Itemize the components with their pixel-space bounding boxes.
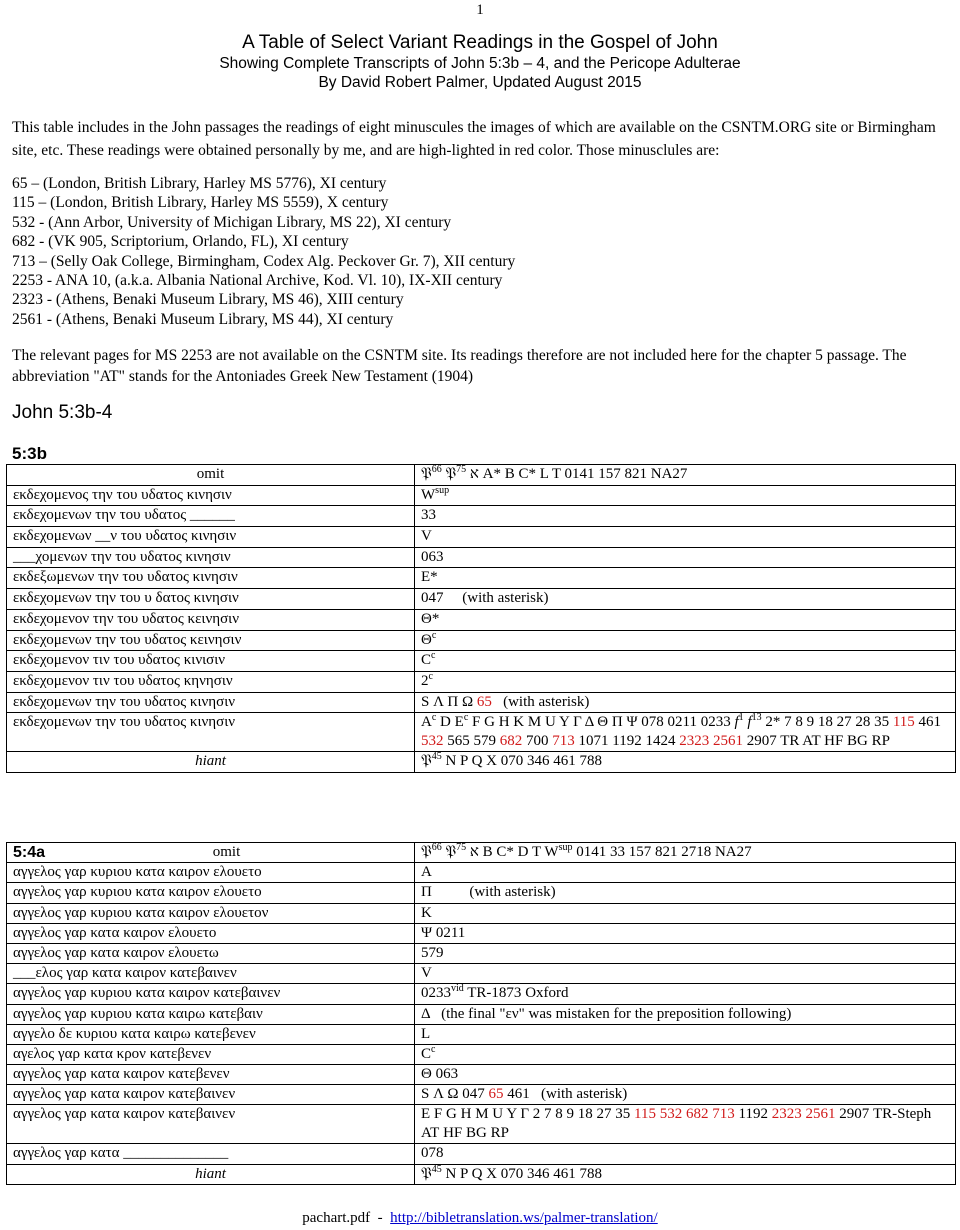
witness-cell: V — [415, 964, 956, 984]
reading-cell — [7, 1044, 415, 1064]
witness-cell: 𝔓$^{66}$ 𝔓$^{75}$ א A* B C* L T 0141 157 821 NA27 — [415, 465, 956, 486]
witness-cell: $0233^{vid}$ TR-1873 Oxford — [415, 984, 956, 1004]
variant-table-5-4a — [6, 842, 956, 1185]
reading-text: ___ελος γαρ κατα καιρον κατεβαινεν — [13, 965, 237, 982]
manuscript-item: 65 – (London, British Library, Harley MS 5776), XI century — [12, 175, 387, 192]
reading-text: εκδεχομενων την του υδατος ______ — [13, 507, 235, 524]
reading-text: αγγελος γαρ κυριου κατα καιρον ελουετο — [13, 864, 262, 881]
reading-cell — [7, 1144, 415, 1164]
table-row — [7, 883, 956, 903]
witness-cell: 2$^c$ — [415, 671, 956, 692]
witness-cell: Ψ 0211 — [415, 923, 956, 943]
reading-text: εκδεχομενων την του υ δατος κινησιν — [13, 590, 239, 607]
witness-cell: $A^c$ D $E^c$ F G H K M U Y Γ Δ Θ Π Ψ 078 0211 0233 $f^1$ $f^{13}$ 2* 7 8 9 18 27 28 35 115 461 532 565 579 682 700 713 1071 1192 1424 2323 2561 2907 TR AT HF BG RP — [415, 713, 956, 752]
reading-text: εκδεχομενων __ν του υδατος κινησιν — [13, 528, 237, 545]
reading-cell — [7, 903, 415, 923]
witness-cell: S Λ Ω 047 65 461 (with asterisk) — [415, 1085, 956, 1105]
variant-table-5-3b — [6, 464, 956, 773]
witness-cell: 047 (with asterisk) — [415, 589, 956, 610]
reading-text: αγγελος γαρ κατα καιρον κατεβαινεν — [13, 1106, 236, 1123]
witness-cell: A — [415, 863, 956, 883]
table-row — [7, 547, 956, 568]
reading-cell — [7, 1105, 415, 1144]
reading-cell — [7, 964, 415, 984]
table-row — [7, 692, 956, 713]
header — [0, 32, 960, 92]
reading-text: εκδεξωμενων την του υδατος κινησιν — [13, 569, 238, 586]
manuscript-item: 2253 - ANA 10, (a.k.a. Albania National Archive, Kod. Vl. 10), IX-XII century — [12, 272, 503, 290]
reading-cell — [7, 651, 415, 672]
reading-cell — [7, 843, 415, 863]
reading-cell — [7, 568, 415, 589]
manuscript-list — [12, 174, 942, 329]
intro-paragraph: This table includes in the John passages the readings of eight minuscules the images of which are available on the CSNTM.ORG site or Birmingham site, etc. These readings were obtained personally by me, and are high-lighted in red color. Those minusclules are: — [12, 119, 936, 159]
reading-text: αγγελος γαρ κατα ______________ — [13, 1145, 229, 1162]
table-row — [7, 843, 956, 863]
reading-cell — [7, 1004, 415, 1024]
witness-cell: $C^c$ — [415, 1044, 956, 1064]
witness-cell: 063 — [415, 547, 956, 568]
reading-cell — [7, 923, 415, 943]
manuscript-item: 2323 - (Athens, Benaki Museum Library, MS 46), XIII century — [12, 291, 404, 309]
reading-text: αγγελος γαρ κυριου κατα καιρον ελουετο — [13, 884, 262, 901]
reading-cell — [7, 485, 415, 506]
reading-text: εκδεχομενον την του υδατος κεινησιν — [13, 610, 239, 627]
table-row — [7, 485, 956, 506]
table-row — [7, 1164, 956, 1184]
table-row — [7, 964, 956, 984]
witness-cell: L — [415, 1024, 956, 1044]
reading-text: αγελος γαρ κατα κρον κατεβενεν — [13, 1045, 212, 1062]
witness-cell: $\Theta^c$ — [415, 630, 956, 651]
table-row — [7, 1024, 956, 1044]
witness-cell: 𝔓$^{66}$ 𝔓$^{75}$ א B C* D T $W^{sup}$ 0141 33 157 821 2718 NA27 — [415, 843, 956, 863]
reading-text: εκδεχομενος την του υδατος κινησιν — [13, 486, 232, 503]
table-row — [7, 863, 956, 883]
note-paragraph: The relevant pages for MS 2253 are not available on the CSNTM site. Its readings therefore are not included here for the chapter 5 passage. The abbreviation "AT" stands for the Antoniades Greek New Testament (1904) — [12, 347, 907, 385]
reading-text: αγγελος γαρ κυριου κατα καιρω κατεβαιν — [13, 1005, 263, 1022]
reading-cell — [7, 506, 415, 527]
table-row — [7, 943, 956, 963]
manuscript-item: 532 - (Ann Arbor, University of Michigan Library, MS 22), XI century — [12, 213, 452, 231]
table-row — [7, 465, 956, 486]
manuscript-item: 115 – (London, British Library, Harley MS 5559), X century — [12, 194, 389, 212]
reading-text: αγγελο δε κυριου κατα καιρω κατεβενεν — [13, 1025, 256, 1042]
reading-text: εκδεχομενων την του υδατος κινησιν — [13, 714, 236, 731]
manuscript-item: 682 - (VK 905, Scriptorium, Orlando, FL), XI century — [12, 233, 349, 251]
table2-label: 5:4a — [13, 844, 46, 861]
table-row — [7, 984, 956, 1004]
footer-filename: pachart.pdf - — [302, 1210, 391, 1226]
byline: By David Robert Palmer, Updated August 2015 — [318, 74, 642, 91]
reading-text: ___χομενων την του υδατος κινησιν — [13, 548, 231, 565]
witness-cell: Π (with asterisk) — [415, 883, 956, 903]
reading-text: omit — [212, 844, 241, 860]
table1-label: 5:3b — [12, 444, 47, 463]
reading-cell — [7, 630, 415, 651]
reading-text: αγγελος γαρ κυριου κατα καιρον ελουετον — [13, 904, 269, 921]
witness-cell: 𝔓$^{45}$ N P Q X 070 346 461 788 — [415, 752, 956, 773]
reading-cell — [7, 692, 415, 713]
reading-cell — [7, 547, 415, 568]
table-row — [7, 1144, 956, 1164]
witness-cell: $W^{sup}$ — [415, 485, 956, 506]
reading-text: αγγελος γαρ κατα καιρον κατεβαινεν — [13, 1086, 236, 1103]
reading-cell — [7, 943, 415, 963]
reading-cell — [7, 984, 415, 1004]
witness-cell: E* — [415, 568, 956, 589]
reading-text: hiant — [195, 753, 226, 770]
reading-text: εκδεχομενον τιν του υδατος κηνησιν — [13, 672, 233, 689]
table-row — [7, 630, 956, 651]
witness-cell: $C^c$ — [415, 651, 956, 672]
table-row — [7, 1105, 956, 1144]
witness-cell: 33 — [415, 506, 956, 527]
table-row — [7, 903, 956, 923]
page-number: 1 — [476, 2, 484, 18]
reading-cell — [7, 465, 415, 486]
reading-cell — [7, 671, 415, 692]
section-title: John 5:3b-4 — [12, 402, 113, 423]
reading-cell — [7, 883, 415, 903]
footer-link[interactable]: http://bibletranslation.ws/palmer-translation/ — [390, 1210, 658, 1226]
witness-cell: V — [415, 527, 956, 548]
table-row — [7, 568, 956, 589]
reading-cell — [7, 527, 415, 548]
witness-cell: E F G H M U Y Γ 2 7 8 9 18 27 35 115 532 682 713 1192 2323 2561 2907 TR-Steph AT HF BG RP — [415, 1105, 956, 1144]
reading-text: εκδεχομενων την του υδατος κινησιν — [13, 693, 236, 710]
reading-cell — [7, 752, 415, 773]
table-row — [7, 1004, 956, 1024]
table-row — [7, 713, 956, 752]
table-row — [7, 1044, 956, 1064]
footer — [0, 1210, 960, 1227]
table-row — [7, 752, 956, 773]
table-row — [7, 1085, 956, 1105]
reading-text: omit — [196, 466, 225, 482]
reading-cell — [7, 713, 415, 752]
reading-text: αγγελος γαρ κατα καιρον κατεβενεν — [13, 1066, 230, 1083]
reading-cell — [7, 589, 415, 610]
witness-cell: Δ (the final "εν" was mistaken for the preposition following) — [415, 1004, 956, 1024]
reading-cell — [7, 1085, 415, 1105]
witness-cell: 078 — [415, 1144, 956, 1164]
reading-cell — [7, 1065, 415, 1085]
witness-cell: S Λ Π Ω 65 (with asterisk) — [415, 692, 956, 713]
table-row — [7, 506, 956, 527]
table-row — [7, 923, 956, 943]
reading-text: αγγελος γαρ κατα καιρον ελουετω — [13, 944, 219, 961]
witness-cell: K — [415, 903, 956, 923]
page-title: A Table of Select Variant Readings in the Gospel of John — [242, 32, 718, 53]
witness-cell: 579 — [415, 943, 956, 963]
witness-cell: Θ 063 — [415, 1065, 956, 1085]
reading-text: αγγελος γαρ κυριου κατα καιρον κατεβαινεν — [13, 985, 281, 1002]
reading-text: hiant — [195, 1165, 226, 1182]
manuscript-item: 2561 - (Athens, Benaki Museum Library, MS 44), XI century — [12, 310, 394, 328]
reading-cell — [7, 1164, 415, 1184]
manuscript-item: 713 – (Selly Oak College, Birmingham, Codex Alg. Peckover Gr. 7), XII century — [12, 252, 516, 270]
witness-cell: Θ* — [415, 609, 956, 630]
table-row — [7, 651, 956, 672]
witness-cell: 𝔓$^{45}$ N P Q X 070 346 461 788 — [415, 1164, 956, 1184]
reading-cell — [7, 609, 415, 630]
table-row — [7, 671, 956, 692]
table-row — [7, 1065, 956, 1085]
page-subtitle: Showing Complete Transcripts of John 5:3b – 4, and the Pericope Adulterae — [219, 55, 741, 72]
table-row — [7, 589, 956, 610]
reading-cell — [7, 1024, 415, 1044]
reading-cell — [7, 863, 415, 883]
table-row — [7, 609, 956, 630]
reading-text: αγγελος γαρ κατα καιρον ελουετο — [13, 924, 217, 941]
table-row — [7, 527, 956, 548]
reading-text: εκδεχομενων την του υδατος κεινησιν — [13, 631, 242, 648]
reading-text: εκδεχομενον τιν του υδατος κινισιν — [13, 652, 226, 669]
